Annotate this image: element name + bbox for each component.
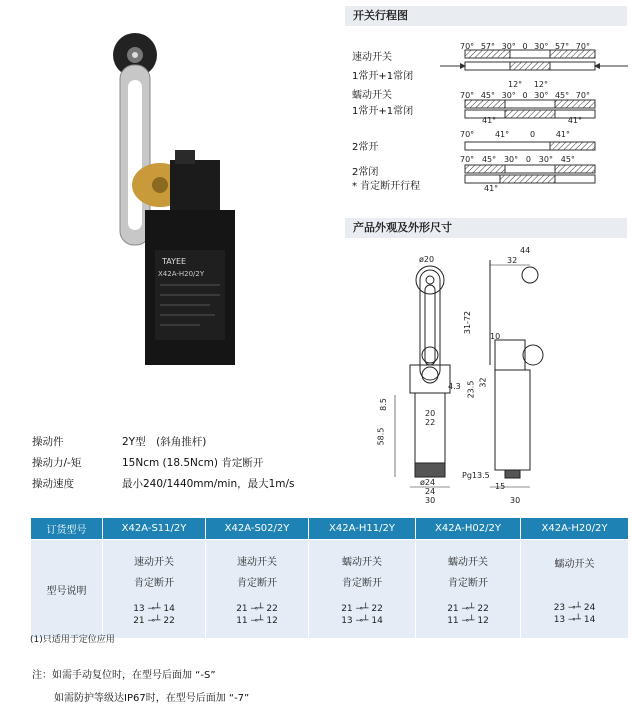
model-cell[interactable]: X42A-S02/2Y [206,518,309,540]
model-cell[interactable]: X42A-H20/2Y [521,518,629,540]
travel-row-label: 蠕动开关 [352,90,392,101]
wiring-line: 13 ⊸┴ 14 [133,604,175,614]
switch-mode: 肯定断开 [134,578,174,589]
wiring-line: 21 ⊸┴ 22 [447,604,489,614]
dimension-section-header [345,218,627,238]
switch-mode: 肯定断开 [237,578,277,589]
travel-scale-1-sub: 12° 12° [508,80,548,89]
dim-label: 30 [510,496,521,505]
switch-mode [522,576,627,588]
travel-section-title: 开关行程图 [353,9,408,22]
wiring-line: 13 ⊸┴ 14 [341,616,383,626]
switch-type: 速动开关 [134,557,174,568]
footnote: (1)只适用于定位应用 [30,635,115,645]
wiring-line: 11 ⊸┴ 12 [447,616,489,626]
travel-row-label: 2常闭 [352,167,379,178]
travel-row-label: 1常开+1常闭 [352,71,414,82]
photo-model: X42A-H20/2Y [158,270,205,278]
wiring-line: 13 ⊸┴ 14 [553,614,596,625]
spec-label: 操动力/-矩 [32,457,82,469]
note-line: 如需防护等级达IP67时，在型号后面加 “-7” [54,693,250,704]
model-description [309,540,416,639]
spec-label: 操动件 [32,436,64,448]
switch-type: 速动开关 [237,557,277,568]
dim-label: 15 [495,482,506,491]
dim-label: 4.3 [448,382,461,391]
travel-bar-3 [465,142,595,150]
model-description [521,540,629,639]
dim-label: 32 [507,256,518,265]
wiring-line: 23 ⊸┴ 24 [553,602,596,613]
model-cell-highlighted[interactable]: X42A-S11/2Y [103,518,206,540]
spec-value: 2Y型 (斜角推杆) [122,436,207,448]
travel-row-label: 速动开关 [352,52,392,63]
dim-label: 58.5 [376,427,386,446]
wiring-line: 21 ⊸┴ 22 [133,616,175,626]
travel-scale-4: 70° 45° 30° 0 30° 45° [460,155,575,164]
order-table-body-row [31,540,629,639]
travel-scale-3: 70° 41° 0 41° [460,130,570,139]
dim-label: 32 [478,377,488,388]
order-header-label: 订货型号 [31,518,103,540]
dim-label: 10 [490,332,501,341]
wiring-line: 21 ⊸┴ 22 [236,604,278,614]
order-table-header-row [31,518,629,540]
wiring-line: 11 ⊸┴ 12 [236,616,278,626]
row-label: 型号说明 [31,540,103,639]
travel-scale-2-sub: 41° 41° [482,116,582,125]
model-cell[interactable]: X42A-H02/2Y [416,518,521,540]
dim-label: 31-72 [463,310,473,335]
model-description [103,540,206,639]
dim-label: ø20 [419,255,435,264]
dim-label: 20 [425,409,436,418]
switch-type: 蠕动开关 [342,557,382,568]
travel-row-label: * 肯定断开行程 [352,181,421,192]
spec-label: 操动速度 [32,478,74,490]
dim-label: 24 [425,487,436,496]
dim-label: 8.5 [378,398,388,411]
product-photo [60,10,280,370]
dim-label: 22 [425,418,436,427]
travel-bar-4 [465,165,595,183]
note-line: 注：如需手动复位时，在型号后面加 “-S” [32,670,216,681]
wiring-line: 21 ⊸┴ 22 [341,604,383,614]
model-description [206,540,309,639]
dim-label: ø24 [420,478,436,487]
spec-value: 最小240/1440mm/min，最大1m/s [122,478,295,490]
dimension-drawing [370,245,550,504]
dim-label: 30 [425,496,436,505]
dim-label: Pg13.5 [462,471,490,480]
travel-bar-1 [440,50,628,70]
dim-label: 23.5 [466,380,476,399]
travel-row-label: 1常开+1常闭 [352,106,414,117]
spec-value: 15Ncm (18.5Ncm) 肯定断开 [122,457,264,469]
photo-brand: TAYEE [162,257,187,266]
switch-mode: 肯定断开 [342,578,382,589]
travel-scale-2: 70° 45° 30° 0 30° 45° 70° [460,91,590,100]
dim-label: 44 [520,246,531,255]
switch-type: 蠕动开关 [554,558,595,570]
travel-section-header [345,6,627,26]
travel-scale-4-sub: 41° [484,184,499,193]
dimension-section-title: 产品外观及外形尺寸 [353,221,452,234]
travel-row-label: 2常开 [352,142,379,153]
travel-scale-1: 70° 57° 30° 0 30° 57° 70° [460,42,590,51]
switch-type: 蠕动开关 [448,557,488,568]
model-description [416,540,521,639]
switch-mode: 肯定断开 [448,578,488,589]
model-cell[interactable]: X42A-H11/2Y [309,518,416,540]
order-table [30,517,629,639]
